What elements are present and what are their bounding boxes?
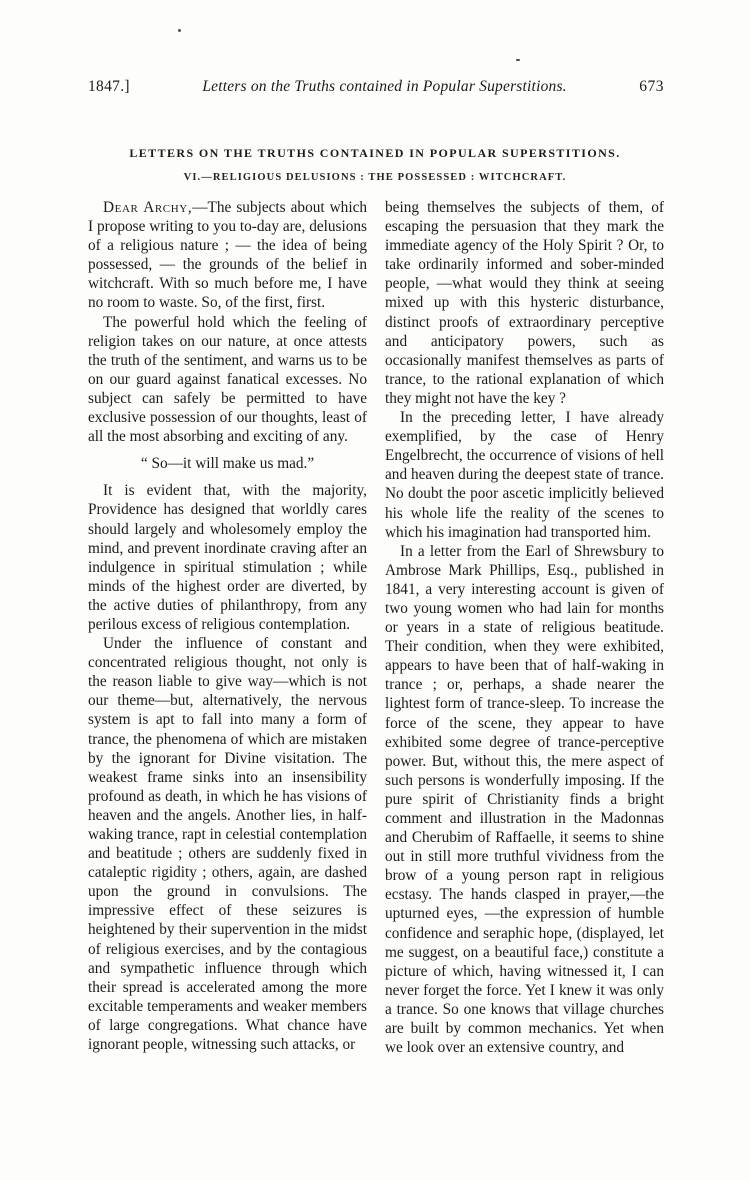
left-column: [88, 198, 367, 1148]
paragraph: [88, 198, 367, 313]
paragraph: In a letter from the Earl of Shrewsbury to Ambrose Mark Phillips, Esq., published in 1841, a very interesting account is given of two young women who had lain for months or years in a state of religious beatitude. Their condition, when they were exhibited, appears to have been that of half-waking in trance ; or, perhaps, a shade nearer the lightest form of trance-sleep. To increase the force of the scene, they appear to have exhibited some degree of trance-perceptive power. But, without this, the mere aspect of such persons is wonderfully imposing. If the pure spirit of Christianity finds a bright comment and illustration in the Madonnas and Cherubim of Raffaelle, it seems to shine out in still more truthful vividness from the brow of a young person rapt in religious ecstasy. The hands clasped in prayer,—the upturned eyes, —the expression of humble confidence and seraphic hope, (displayed, let me suggest, on a beautiful face,) constitute a picture of which, having witnessed it, I can never forget the force. Yet I knew it was only a trance. So one knows that village churches are built by common mechanics. Yet when we look over an extensive country, and: [385, 542, 664, 1057]
paragraph: The powerful hold which the feeling of religion takes on our nature, at once attests the truth of the sentiment, and warns us to be on our guard against fanatical excesses. No subject can safely be permitted to have exclusive possession of our thoughts, least of all the most absorbing and exciting of any.: [88, 313, 367, 446]
quotation: “ So—it will make us mad.”: [140, 455, 315, 473]
paragraph-text: —The subjects about which I propose writing to you to-day are, delusions of a religious nature ; — the idea of being possessed, — the grounds of the belief in witchcraft. With so much before me, I have no room to waste. So, of the first, first.: [88, 199, 367, 312]
paragraph: Under the influence of constant and concentrated religious thought, not only is the reason liable to give way—which is not our theme—but, alternatively, the nervous system is apt to fall into many a form of trance, the phenomena of which are mistaken by the ignorant for Divine visitation. The weakest frame sinks into an insensibility profound as death, in which he has visions of heaven and the angels. Another lies, in half-waking trance, rapt in celestial contemplation and beatitude ; others are suddenly fixed in cataleptic rigidity ; others, again, are dashed upon the ground in convulsions. The impressive effect of these seizures is heightened by their supervention in the midst of religious exercises, and by the contagious and sympathetic influence through which their spread is accelerated among the more excitable temperaments and weaker members of large congregations. What chance have ignorant people, witnessing such attacks, or: [88, 635, 367, 1054]
scan-speck: [516, 59, 520, 61]
paragraph: It is evident that, with the majority, Providence has designed that worldly cares should largely and wholesomely employ the mind, and prevent inordinate craving after an indulgence in spiritual stimulation ; while minds of the highest order are diverted, by the active duties of philanthropy, from any perilous excess of religious contemplation.: [88, 482, 367, 633]
header-running-title: Letters on the Truths contained in Popular Superstitions.: [202, 78, 567, 95]
header-page-number: 673: [639, 78, 664, 95]
scan-speck: [178, 29, 181, 32]
article-section-heading: VI.—RELIGIOUS DELUSIONS : THE POSSESSED : WITCHCRAFT.: [183, 172, 567, 183]
paragraph: In the preceding letter, I have already exemplified, by the case of Henry Engelbrecht, the occurrence of visions of hell and heaven during the deepest state of trance. No doubt the poor ascetic implicitly believed his whole life the reality of the scenes to which his imagination had transported him.: [385, 409, 664, 541]
article-title: LETTERS ON THE TRUTHS CONTAINED IN POPULAR SUPERSTITIONS.: [129, 146, 621, 160]
paragraph: being themselves the subjects of them, of escaping the persuasion that they mark the immediate agency of the Holy Spirit ? Or, to take ordinarily informed and sober-minded people, —what would they think at seeing mixed up with this hysteric disturbance, distinct proofs of extraordinary perceptive and anticipatory powers, such as occasionally manifest themselves as parts of trance, to the rational explanation of which they might not have the key ?: [385, 199, 664, 407]
header-date-label: 1847.]: [88, 78, 130, 95]
right-column: [385, 198, 664, 1148]
salutation: Dear Archy,: [103, 199, 193, 216]
page-header: [88, 78, 664, 96]
text-columns: [88, 198, 664, 1148]
